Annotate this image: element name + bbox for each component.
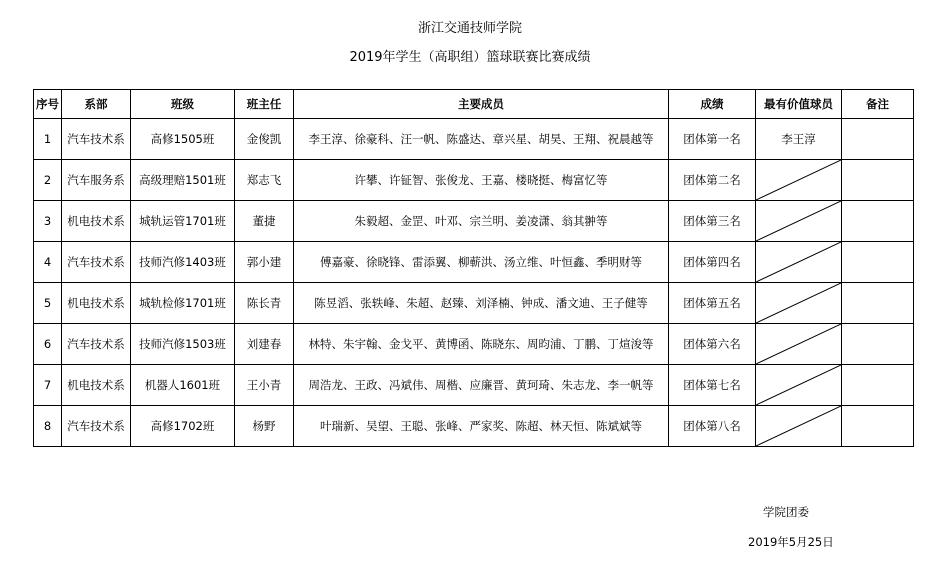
document-title: 浙江交通技师学院 [417,21,522,36]
cell-members: 林特、朱宇翰、金戈平、黄博函、陈晓东、周昀浦、丁鹏、丁煊浚等 [294,324,669,365]
table-row [34,160,914,201]
cell-result: 团体第七名 [669,365,756,406]
cell-result: 团体第八名 [669,406,756,447]
cell-class: 城轨检修1701班 [131,283,235,324]
cell-mvp-empty [756,242,842,283]
cell-mvp-empty [756,283,842,324]
cell-mvp-empty [756,406,842,447]
table-row [34,406,914,447]
header-dept: 系部 [62,90,131,119]
cell-mvp-empty [756,201,842,242]
document-subtitle: 2019年学生（高职组）篮球联赛比赛成绩 [349,50,591,65]
table-header-row [34,90,914,119]
cell-class: 高级理赔1501班 [131,160,235,201]
cell-mvp-empty [756,365,842,406]
cell-members: 李王淳、徐豪科、汪一帆、陈盛达、章兴星、胡昊、王翔、祝晨越等 [294,119,669,160]
cell-class: 高修1702班 [131,406,235,447]
cell-mvp-empty [756,160,842,201]
cell-teacher: 董捷 [235,201,294,242]
cell-dept: 汽车技术系 [62,406,131,447]
cell-note [842,242,914,283]
table-row [34,201,914,242]
header-result: 成绩 [669,90,756,119]
table-body [34,119,914,447]
cell-no: 1 [34,119,62,160]
cell-class: 技师汽修1503班 [131,324,235,365]
cell-note [842,365,914,406]
cell-result: 团体第六名 [669,324,756,365]
cell-no: 8 [34,406,62,447]
cell-dept: 机电技术系 [62,283,131,324]
diagonal-slash-icon [756,365,841,405]
cell-members: 傅嘉豪、徐晓锋、雷添翼、柳蕲洪、汤立维、叶恒鑫、季明财等 [294,242,669,283]
table-row [34,119,914,160]
cell-members: 朱毅超、金罡、叶邓、宗兰明、姜凌潇、翁其翀等 [294,201,669,242]
cell-no: 3 [34,201,62,242]
cell-mvp-empty [756,324,842,365]
cell-dept: 汽车服务系 [62,160,131,201]
cell-teacher: 郑志飞 [235,160,294,201]
cell-members: 叶瑞新、吴望、王聪、张峰、严家奖、陈超、林天恒、陈斌斌等 [294,406,669,447]
header-class: 班级 [131,90,235,119]
cell-result: 团体第四名 [669,242,756,283]
cell-note [842,324,914,365]
cell-result: 团体第五名 [669,283,756,324]
table-row [34,324,914,365]
header-no: 序号 [34,90,62,119]
cell-dept: 机电技术系 [62,201,131,242]
diagonal-slash-icon [756,406,841,446]
cell-note [842,406,914,447]
cell-class: 机器人1601班 [131,365,235,406]
table-row [34,283,914,324]
cell-dept: 机电技术系 [62,365,131,406]
footer-org: 学院团委 [763,505,809,519]
cell-class: 技师汽修1403班 [131,242,235,283]
header-note: 备注 [842,90,914,119]
header-members: 主要成员 [294,90,669,119]
cell-result: 团体第三名 [669,201,756,242]
cell-note [842,283,914,324]
cell-note [842,119,914,160]
footer-date: 2019年5月25日 [748,535,834,549]
cell-note [842,201,914,242]
diagonal-slash-icon [756,201,841,241]
cell-class: 城轨运管1701班 [131,201,235,242]
cell-dept: 汽车技术系 [62,242,131,283]
cell-result: 团体第一名 [669,119,756,160]
cell-teacher: 郭小建 [235,242,294,283]
cell-no: 5 [34,283,62,324]
diagonal-slash-icon [756,283,841,323]
results-table [33,89,914,447]
table-row [34,242,914,283]
cell-dept: 汽车技术系 [62,119,131,160]
diagonal-slash-icon [756,324,841,364]
cell-members: 许攀、许钲智、张俊龙、王嘉、楼晓挺、梅富忆等 [294,160,669,201]
diagonal-slash-icon [756,242,841,282]
cell-teacher: 杨野 [235,406,294,447]
cell-no: 6 [34,324,62,365]
cell-no: 2 [34,160,62,201]
cell-dept: 汽车技术系 [62,324,131,365]
cell-no: 4 [34,242,62,283]
cell-members: 陈昱滔、张轶峰、朱超、赵臻、刘泽楠、钟成、潘文迪、王子健等 [294,283,669,324]
cell-mvp: 李王淳 [756,119,842,160]
diagonal-slash-icon [756,160,841,200]
cell-teacher: 金俊凯 [235,119,294,160]
cell-members: 周浩龙、王政、冯斌伟、周楷、应廉晋、黄珂琦、朱志龙、李一帆等 [294,365,669,406]
cell-note [842,160,914,201]
table-row [34,365,914,406]
cell-teacher: 陈长青 [235,283,294,324]
cell-teacher: 王小青 [235,365,294,406]
header-mvp: 最有价值球员 [756,90,842,119]
cell-class: 高修1505班 [131,119,235,160]
cell-result: 团体第二名 [669,160,756,201]
cell-teacher: 刘建春 [235,324,294,365]
cell-no: 7 [34,365,62,406]
header-teacher: 班主任 [235,90,294,119]
